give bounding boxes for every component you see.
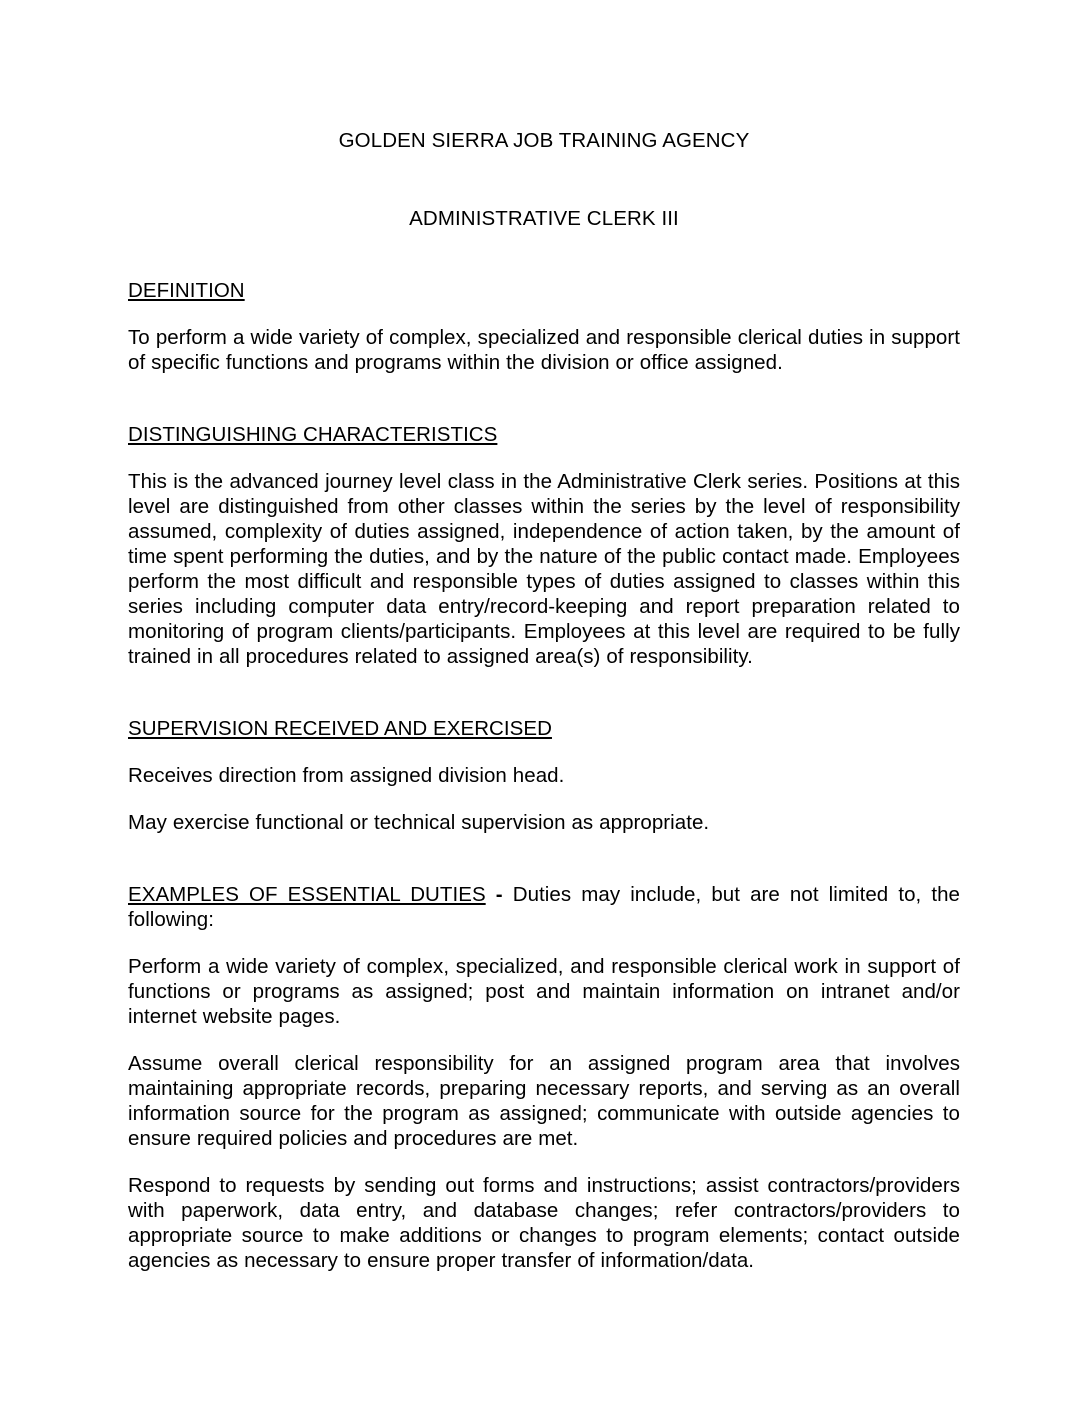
section-heading-supervision — [128, 669, 960, 741]
document-content — [128, 0, 960, 1273]
essential-duties-heading-text: EXAMPLES OF ESSENTIAL DUTIES — [128, 883, 486, 906]
agency-title: GOLDEN SIERRA JOB TRAINING AGENCY — [338, 129, 750, 152]
supervision-body-2: May exercise functional or technical supervision as appropriate. — [128, 811, 710, 834]
essential-duties-heading-dash-glyph: - — [495, 883, 503, 906]
essential-duties-heading-dash — [486, 883, 496, 906]
distinguishing-characteristics-heading-text: DISTINGUISHING CHARACTERISTICS — [128, 423, 498, 446]
essential-duty-2: Assume overall clerical responsibility for an assigned program area that involves maintaining appropriate records, preparing necessary reports, and serving as an overall information source for the program as assigned; communicate with outside agencies to ensure required policies and procedures are met. — [128, 1052, 960, 1150]
definition-body: To perform a wide variety of complex, specialized and responsible clerical duties in support of specific functions and programs within the division or office assigned. — [128, 326, 960, 374]
position-title: ADMINISTRATIVE CLERK III — [409, 207, 679, 230]
section-heading-definition — [128, 231, 960, 303]
supervision-heading-text: SUPERVISION RECEIVED AND EXERCISED — [128, 717, 552, 740]
distinguishing-characteristics-body: This is the advanced journey level class in the Administrative Clerk series. Positions at this level are distinguished from other classes within the series by the level of responsibility assumed, complexity of duties assigned, independence of action taken, by the amount of time spent performing the duties, and by the nature of the public contact made. Employees perform the most difficult and responsible types of duties assigned to classes within this series including computer data entry/record-keeping and report preparation related to monitoring of program clients/participants. Employees at this level are required to be fully trained in all procedures related to assigned area(s) of responsibility. — [128, 470, 960, 668]
definition-heading-text: DEFINITION — [128, 279, 245, 302]
section-heading-distinguishing-characteristics — [128, 375, 960, 447]
essential-duties-heading-tail: Duties may include, but are not limited to, the following: — [128, 883, 960, 931]
essential-duty-3: Respond to requests by sending out forms and instructions; assist contractors/providers with paperwork, data entry, and database changes; refer contractors/providers to appropriate source to make additions or changes to program elements; contact outside agencies as necessary to ensure proper transfer of information/data. — [128, 1174, 960, 1272]
supervision-body-1: Receives direction from assigned division head. — [128, 764, 565, 787]
essential-duty-1: Perform a wide variety of complex, specialized, and responsible clerical work in support of functions or programs as assigned; post and maintain information on intranet and/or internet website pages. — [128, 955, 960, 1028]
section-heading-essential-duties — [128, 835, 960, 932]
